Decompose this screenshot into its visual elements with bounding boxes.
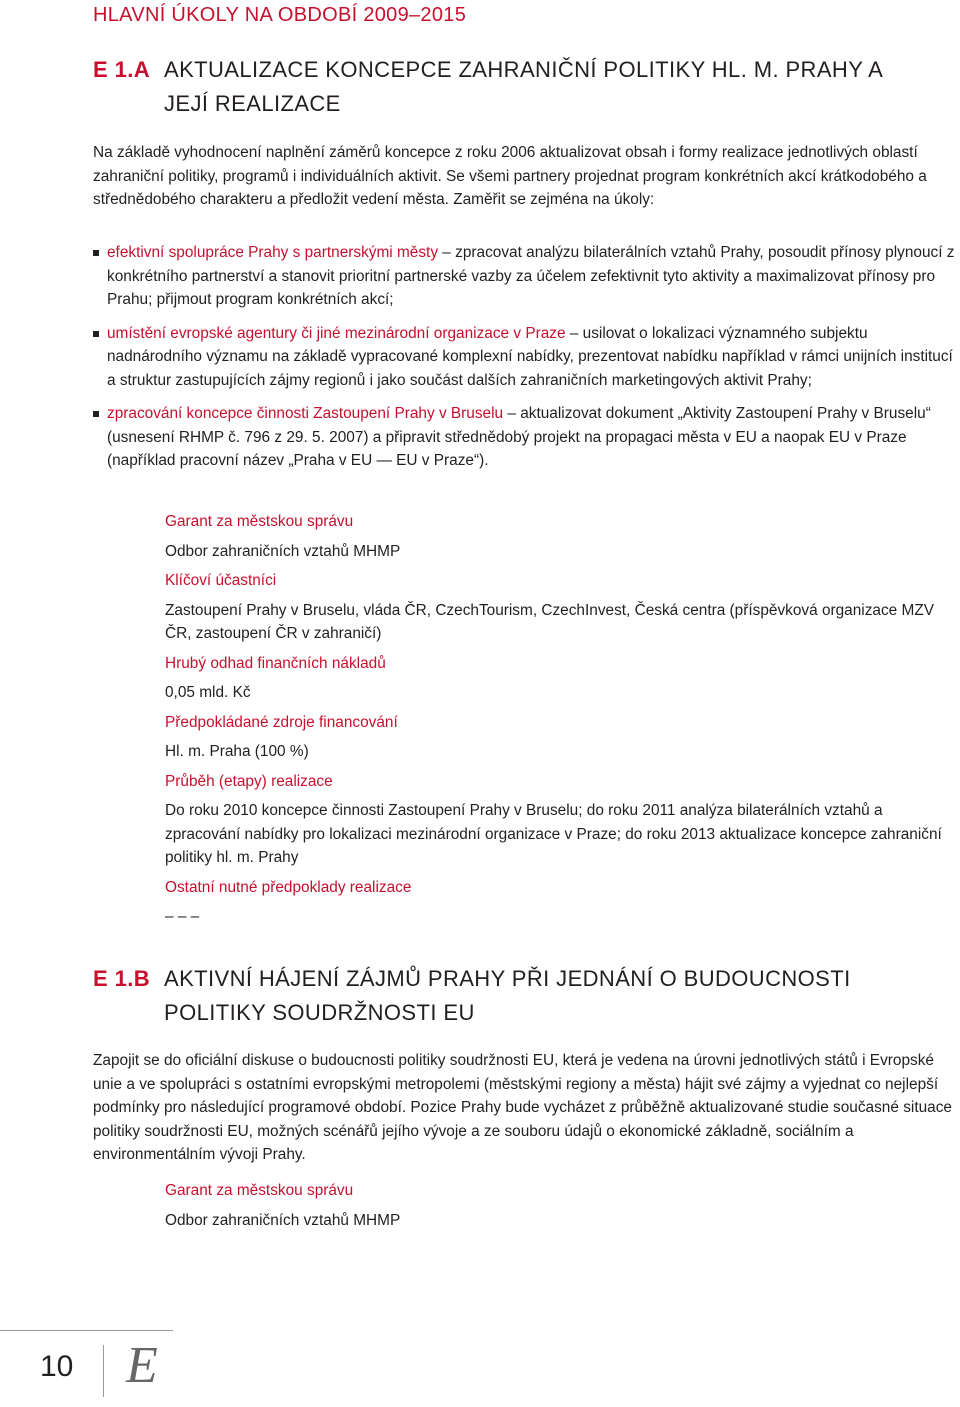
meta-label-funding: Předpokládané zdroje financování — [165, 713, 398, 731]
meta-value-costs: 0,05 mld. Kč — [165, 684, 251, 701]
meta-label-guarantor: Garant za městskou správu — [165, 1182, 354, 1199]
section-b-intro: Zapojit se do oficiální diskuse o budoucnosti politiky soudržnosti EU, která je vedena na úrovni jednotlivých států i Evropské unie a ve spolupráci s ostatními evropskými metropolemi (městskými regiony a města) hájit své zájmy a vyjednat co nejlepší podmínky pro následující programové období. Pozice Prahy bude vycházet z průběžně aktualizované studie současné situace politiky soudržnosti EU, možných scénářů jejího vývoje a ze souboru údajů o ekonomické základně, sociálním a environmentálním vývoji Prahy. — [93, 1052, 952, 1163]
section-b-heading — [93, 962, 913, 1030]
footer-divider — [0, 1330, 173, 1331]
task-text: – aktualizovat dokument „Aktivity Zastoupení Prahy v Bruselu“ (usnesení RHMP č. 796 z 29. 5. 2007) a připravit střednědobý projekt na propagaci města v EU a naopak EU v Praze (například pracovní název „Praha v EU — EU v Praze“). — [107, 405, 931, 469]
meta-value-funding: Hl. m. Praha (100 %) — [165, 743, 309, 760]
bullet-square-icon — [93, 411, 99, 417]
section-a-code: E 1.A — [93, 57, 151, 82]
list-item — [93, 322, 960, 393]
footer-vertical-divider — [103, 1345, 104, 1397]
section-a-title: AKTUALIZACE KONCEPCE ZAHRANIČNÍ POLITIKY HL. M. PRAHY A JEJÍ REALIZACE — [164, 57, 883, 116]
meta-label-stages: Průběh (etapy) realizace — [165, 772, 333, 790]
meta-value-guarantor: Odbor zahraničních vztahů MHMP — [165, 542, 401, 560]
task-lead: umístění evropské agentury či jiné mezinárodní organizace v Praze — [107, 324, 566, 342]
task-lead: efektivní spolupráce Prahy s partnerskými městy — [107, 244, 439, 261]
meta-label-guarantor: Garant za městskou správu — [165, 513, 354, 530]
meta-value-participants: Zastoupení Prahy v Bruselu, vláda ČR, CzechTourism, CzechInvest, Česká centra (příspěvková organizace MZV ČR, zastoupení ČR v zahraničí) — [165, 601, 934, 642]
section-a-intro: Na základě vyhodnocení naplnění záměrů koncepce z roku 2006 aktualizovat obsah i formy realizace jednotlivých oblastí zahraniční politiky, programů i individuálních aktivit. Se všemi partnery projednat program konkrétních akcí krátkodobého a střednědobého charakteru a předložit vedení města. Zaměřit se zejména na úkoly: — [93, 144, 927, 208]
section-b-code: E 1.B — [93, 966, 151, 991]
chapter-letter-logo: E — [126, 1337, 158, 1394]
section-b-title: AKTIVNÍ HÁJENÍ ZÁJMŮ PRAHY PŘI JEDNÁNÍ O BUDOUCNOSTI POLITIKY SOUDRŽNOSTI EU — [164, 966, 851, 1025]
page-header: HLAVNÍ ÚKOLY NA OBDOBÍ 2009–2015 — [93, 4, 467, 26]
list-item — [93, 241, 960, 312]
meta-label-participants: Klíčoví účastníci — [165, 572, 277, 589]
meta-value-guarantor: Odbor zahraničních vztahů MHMP — [165, 1211, 401, 1229]
meta-value-prerequisites: – – – — [165, 908, 200, 925]
bullet-square-icon — [93, 331, 99, 337]
meta-label-costs: Hrubý odhad finančních nákladů — [165, 654, 386, 672]
meta-value-stages: Do roku 2010 koncepce činnosti Zastoupení Prahy v Bruselu; do roku 2011 analýza bilaterálních vztahů a zpracování nabídky pro lokalizaci mezinárodní organizace v Praze; do roku 2013 aktualizace koncepce zahraniční politiky hl. m. Prahy — [165, 802, 942, 866]
section-a-meta — [165, 510, 955, 935]
list-item — [93, 402, 960, 473]
bullet-square-icon — [93, 250, 99, 256]
page-number: 10 — [40, 1350, 74, 1383]
task-lead: zpracování koncepce činnosti Zastoupení Prahy v Bruselu — [107, 405, 504, 422]
section-a-heading — [93, 53, 913, 121]
task-text: – usilovat o lokalizaci významného subjektu nadnárodního významu na základě vypracované komplexní nabídky, prezentovat nabídku například v rámci unijních institucí a struktur zastupujících zájmy regionů i jako součást dalších zahraničních marketingových aktivit Prahy; — [107, 324, 953, 389]
section-a-task-list — [93, 241, 960, 473]
section-b-meta — [165, 1179, 955, 1238]
task-text: – zpracovat analýzu bilaterálních vztahů Prahy, posoudit přínosy plynoucí z konkrétního partnerství a stanovit prioritní partnerské vazby za účelem zefektivnit tyto aktivity a maximalizovat přínosy pro Prahu; přijmout program konkrétních akcí; — [107, 244, 955, 308]
meta-label-prerequisites: Ostatní nutné předpoklady realizace — [165, 878, 412, 896]
